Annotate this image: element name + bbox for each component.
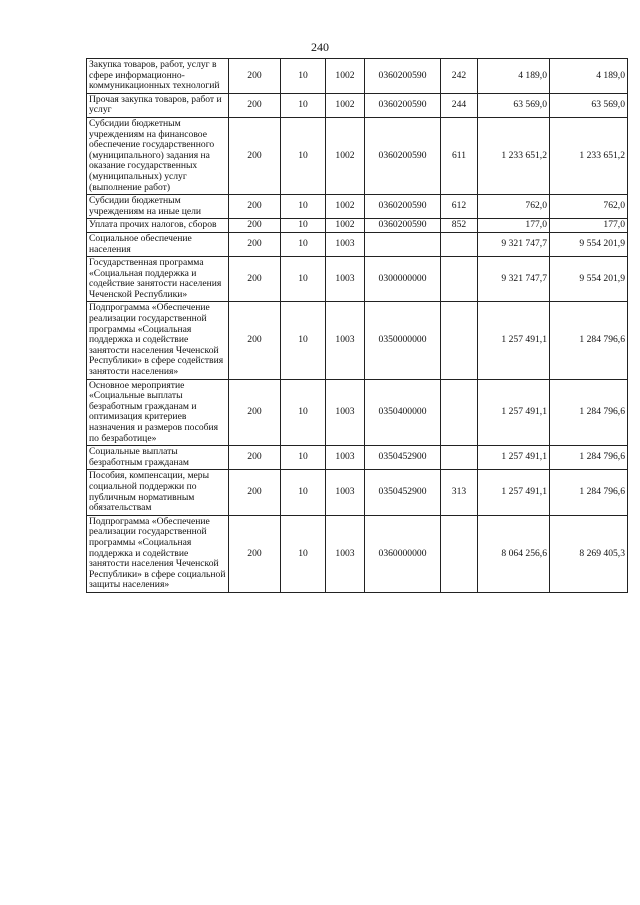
item-name-cell: Субсидии бюджетным учреждениям на финансовое обеспечение государственного (муниципального) задания на оказание государственных (муниципальных) услуг (выполнение работ) <box>87 117 229 194</box>
expense-type-cell <box>441 515 478 592</box>
ministry-code-cell: 200 <box>229 446 281 470</box>
item-name-cell: Государственная программа «Социальная поддержка и содействие занятости населения Чеченской Республики» <box>87 257 229 302</box>
subsection-code-cell: 1003 <box>326 302 365 379</box>
section-code-cell: 10 <box>281 446 326 470</box>
target-article-cell: 0360200590 <box>365 59 441 94</box>
target-article-cell: 0350000000 <box>365 302 441 379</box>
section-code-cell: 10 <box>281 232 326 256</box>
amount-year1-cell: 4 189,0 <box>478 59 550 94</box>
subsection-code-cell: 1003 <box>326 257 365 302</box>
amount-year1-cell: 9 321 747,7 <box>478 232 550 256</box>
amount-year2-cell: 63 569,0 <box>550 93 628 117</box>
amount-year2-cell: 1 284 796,6 <box>550 446 628 470</box>
amount-year2-cell: 1 284 796,6 <box>550 302 628 379</box>
section-code-cell: 10 <box>281 302 326 379</box>
amount-year1-cell: 177,0 <box>478 219 550 233</box>
amount-year2-cell: 9 554 201,9 <box>550 257 628 302</box>
target-article-cell: 0350400000 <box>365 379 441 446</box>
ministry-code-cell: 200 <box>229 379 281 446</box>
subsection-code-cell: 1003 <box>326 446 365 470</box>
table-row <box>87 59 628 94</box>
item-name-cell: Социальное обеспечение населения <box>87 232 229 256</box>
page-number: 240 <box>311 40 329 54</box>
target-article-cell: 0360200590 <box>365 93 441 117</box>
expense-type-cell <box>441 446 478 470</box>
table-row <box>87 379 628 446</box>
subsection-code-cell: 1002 <box>326 93 365 117</box>
amount-year2-cell: 4 189,0 <box>550 59 628 94</box>
amount-year2-cell: 9 554 201,9 <box>550 232 628 256</box>
table-row <box>87 232 628 256</box>
table-row <box>87 257 628 302</box>
amount-year2-cell: 8 269 405,3 <box>550 515 628 592</box>
target-article-cell: 0300000000 <box>365 257 441 302</box>
amount-year1-cell: 1 257 491,1 <box>478 302 550 379</box>
subsection-code-cell: 1002 <box>326 59 365 94</box>
expense-type-cell <box>441 302 478 379</box>
amount-year2-cell: 1 284 796,6 <box>550 470 628 515</box>
amount-year2-cell: 1 233 651,2 <box>550 117 628 194</box>
item-name-cell: Подпрограмма «Обеспечение реализации государственной программы «Социальная поддержка и содействие занятости населения Чеченской Республики» в сфере социальной защиты населения» <box>87 515 229 592</box>
table-row <box>87 195 628 219</box>
item-name-cell: Подпрограмма «Обеспечение реализации государственной программы «Социальная поддержка и содействие занятости населения Чеченской Республики» в сфере содействия занятости населения» <box>87 302 229 379</box>
section-code-cell: 10 <box>281 117 326 194</box>
section-code-cell: 10 <box>281 219 326 233</box>
section-code-cell: 10 <box>281 379 326 446</box>
item-name-cell: Прочая закупка товаров, работ и услуг <box>87 93 229 117</box>
expense-type-cell: 852 <box>441 219 478 233</box>
amount-year2-cell: 177,0 <box>550 219 628 233</box>
item-name-cell: Уплата прочих налогов, сборов <box>87 219 229 233</box>
target-article-cell: 0360200590 <box>365 117 441 194</box>
target-article-cell: 0360200590 <box>365 195 441 219</box>
amount-year1-cell: 63 569,0 <box>478 93 550 117</box>
ministry-code-cell: 200 <box>229 117 281 194</box>
table-row <box>87 302 628 379</box>
ministry-code-cell: 200 <box>229 470 281 515</box>
amount-year1-cell: 8 064 256,6 <box>478 515 550 592</box>
section-code-cell: 10 <box>281 515 326 592</box>
target-article-cell <box>365 232 441 256</box>
amount-year1-cell: 9 321 747,7 <box>478 257 550 302</box>
target-article-cell: 0360000000 <box>365 515 441 592</box>
item-name-cell: Основное мероприятие «Социальные выплаты безработным гражданам и оптимизация критериев назначения и размеров пособия по безработице» <box>87 379 229 446</box>
section-code-cell: 10 <box>281 257 326 302</box>
expense-type-cell <box>441 257 478 302</box>
amount-year1-cell: 1 257 491,1 <box>478 446 550 470</box>
subsection-code-cell: 1003 <box>326 515 365 592</box>
subsection-code-cell: 1002 <box>326 219 365 233</box>
ministry-code-cell: 200 <box>229 195 281 219</box>
expense-type-cell: 244 <box>441 93 478 117</box>
amount-year1-cell: 762,0 <box>478 195 550 219</box>
expense-type-cell: 612 <box>441 195 478 219</box>
item-name-cell: Закупка товаров, работ, услуг в сфере информационно-коммуникационных технологий <box>87 59 229 94</box>
expense-type-cell <box>441 379 478 446</box>
ministry-code-cell: 200 <box>229 232 281 256</box>
expense-type-cell <box>441 232 478 256</box>
ministry-code-cell: 200 <box>229 515 281 592</box>
subsection-code-cell: 1003 <box>326 379 365 446</box>
target-article-cell: 0350452900 <box>365 470 441 515</box>
ministry-code-cell: 200 <box>229 302 281 379</box>
target-article-cell: 0360200590 <box>365 219 441 233</box>
subsection-code-cell: 1002 <box>326 117 365 194</box>
ministry-code-cell: 200 <box>229 59 281 94</box>
budget-table-body <box>87 59 628 593</box>
amount-year1-cell: 1 257 491,1 <box>478 379 550 446</box>
ministry-code-cell: 200 <box>229 257 281 302</box>
amount-year1-cell: 1 233 651,2 <box>478 117 550 194</box>
section-code-cell: 10 <box>281 470 326 515</box>
section-code-cell: 10 <box>281 59 326 94</box>
ministry-code-cell: 200 <box>229 219 281 233</box>
table-row <box>87 470 628 515</box>
item-name-cell: Субсидии бюджетным учреждениям на иные цели <box>87 195 229 219</box>
ministry-code-cell: 200 <box>229 93 281 117</box>
table-row <box>87 515 628 592</box>
target-article-cell: 0350452900 <box>365 446 441 470</box>
table-row <box>87 117 628 194</box>
item-name-cell: Пособия, компенсации, меры социальной поддержки по публичным нормативным обязательствам <box>87 470 229 515</box>
budget-table <box>86 58 628 593</box>
section-code-cell: 10 <box>281 93 326 117</box>
amount-year2-cell: 1 284 796,6 <box>550 379 628 446</box>
amount-year2-cell: 762,0 <box>550 195 628 219</box>
subsection-code-cell: 1003 <box>326 232 365 256</box>
expense-type-cell: 313 <box>441 470 478 515</box>
expense-type-cell: 242 <box>441 59 478 94</box>
table-row <box>87 446 628 470</box>
item-name-cell: Социальные выплаты безработным гражданам <box>87 446 229 470</box>
section-code-cell: 10 <box>281 195 326 219</box>
table-row <box>87 93 628 117</box>
amount-year1-cell: 1 257 491,1 <box>478 470 550 515</box>
expense-type-cell: 611 <box>441 117 478 194</box>
subsection-code-cell: 1003 <box>326 470 365 515</box>
table-row <box>87 219 628 233</box>
subsection-code-cell: 1002 <box>326 195 365 219</box>
